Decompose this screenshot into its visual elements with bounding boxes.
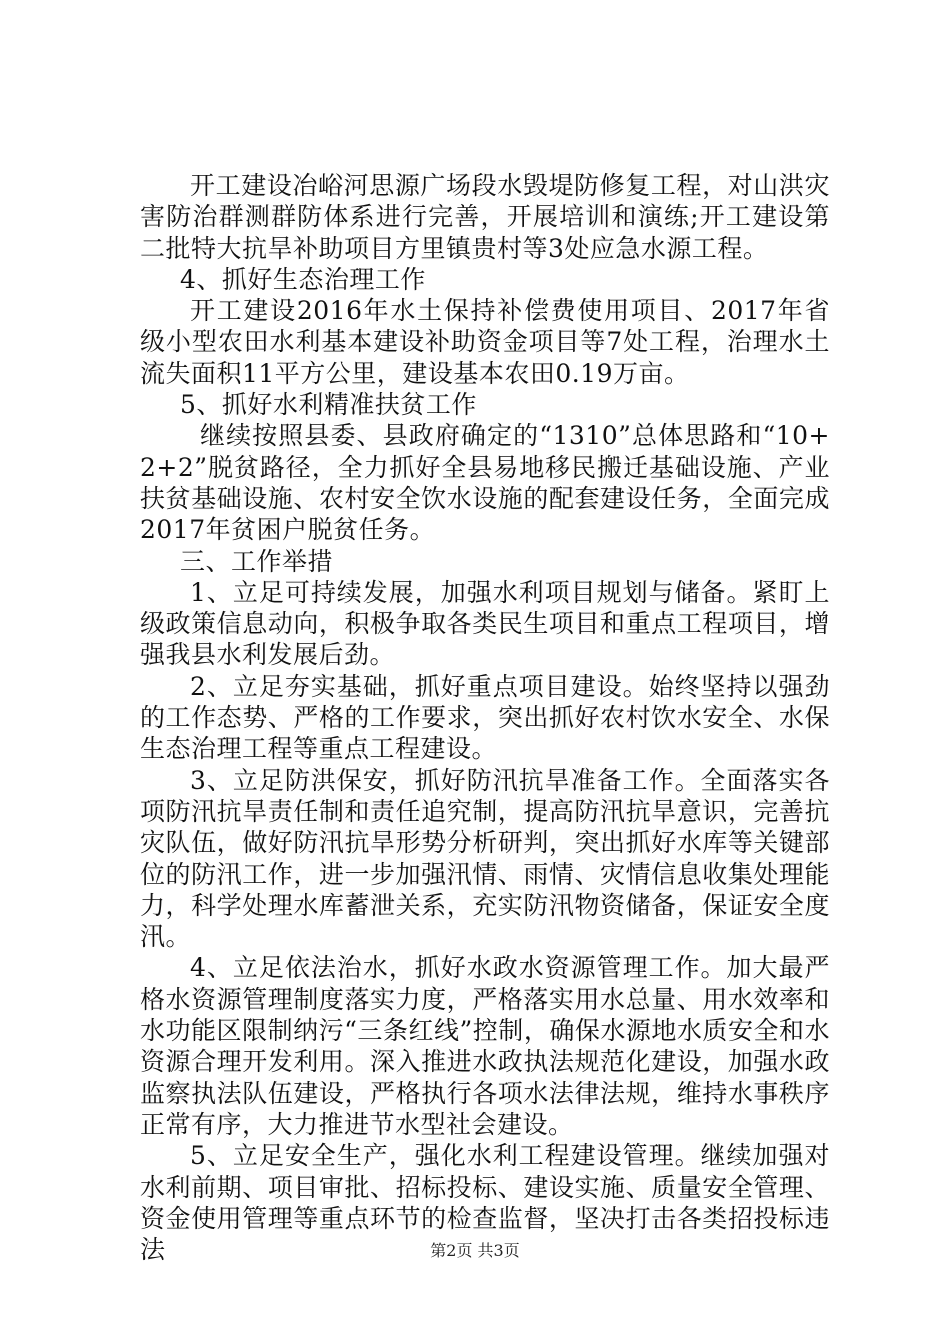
heading-work-measures: 三、工作举措 (180, 546, 334, 576)
heading-poverty-alleviation: 5、抓好水利精准扶贫工作 (180, 390, 477, 420)
heading-ecological-governance: 4、抓好生态治理工作 (180, 264, 426, 294)
paragraph-measure-3: 3、立足防洪保安，抓好防汛抗旱准备工作。全面落实各项防汛抗旱责任制和责任追究制，提高防汛抗旱意识，完善抗灾队伍，做好防汛抗旱形势分析研判，突出抓好水库等关键部位的防汛工作，进一步加强汛情、雨情、灾情信息收集处理能力，科学处理水库蓄泄关系，充实防汛物资储备，保证安全度汛。 (140, 765, 830, 952)
paragraph-measure-4: 4、立足依法治水，抓好水政水资源管理工作。加大最严格水资源管理制度落实力度，严格落实用水总量、用水效率和水功能区限制纳污“三条红线”控制，确保水源地水质安全和水资源合理开发利用。深入推进水政执法规范化建设，加强水政监察执法队伍建设，严格执行各项水法律法规，维持水事秩序正常有序，大力推进节水型社会建设。 (140, 953, 830, 1139)
paragraph-poverty-alleviation: 继续按照县委、县政府确定的“1310”总体思路和“10+2+2”脱贫路径，全力抓好全县易地移民搬迁基础设施、产业扶贫基础设施、农村安全饮水设施的配套建设任务，全面完成2017年贫困户脱贫任务。 (140, 421, 830, 545)
paragraph-measure-1: 1、立足可持续发展，加强水利项目规划与储备。紧盯上级政策信息动向，积极争取各类民生项目和重点工程项目，增强我县水利发展后劲。 (140, 577, 830, 670)
paragraph-measure-5: 5、立足安全生产，强化水利工程建设管理。继续加强对水利前期、项目审批、招标投标、建设实施、质量安全管理、资金使用管理等重点环节的检查监督，坚决打击各类招投标违法 (140, 1141, 830, 1265)
paragraph-measure-2: 2、立足夯实基础，抓好重点项目建设。始终坚持以强劲的工作态势、严格的工作要求，突出抓好农村饮水安全、水保生态治理工程等重点工程建设。 (140, 671, 830, 764)
document-body (140, 170, 830, 1265)
page-footer: 第2页 共3页 (430, 1241, 520, 1260)
paragraph-flood-repair: 开工建设冶峪河思源广场段水毁堤防修复工程，对山洪灾害防治群测群防体系进行完善，开展培训和演练;开工建设第二批特大抗旱补助项目方里镇贵村等3处应急水源工程。 (140, 171, 830, 263)
paragraph-soil-conservation: 开工建设2016年水土保持补偿费使用项目、2017年省级小型农田水利基本建设补助资金项目等7处工程，治理水土流失面积11平方公里，建设基本农田0.19万亩。 (140, 296, 830, 388)
